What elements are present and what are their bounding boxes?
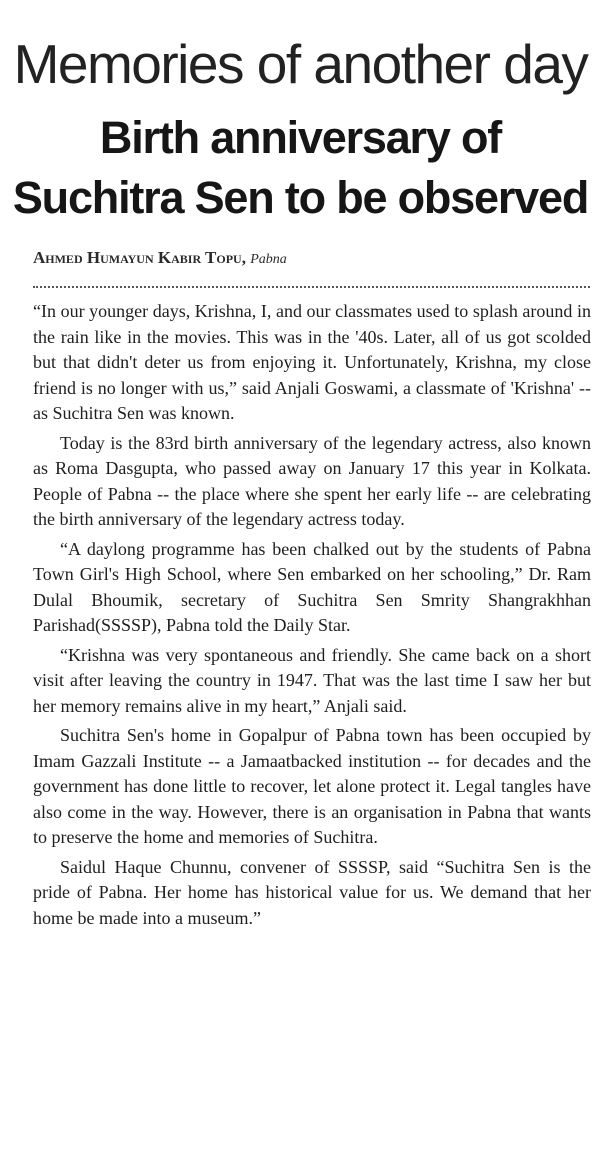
paragraph-3: “A daylong programme has been chalked out by the students of Pabna Town Girl's High School, where Sen embarked on her schooling,” Dr. Ram Dulal Bhoumik, secretary of Suchitra Sen Smrity Shangrakhhan Parishad(SSSSP), Pabna told the Daily Star. (33, 538, 591, 635)
dotted-divider (33, 286, 590, 288)
headline-line-1: Birth anniversary of (99, 112, 502, 163)
paragraph-5: Suchitra Sen's home in Gopalpur of Pabna town has been occupied by Imam Gazzali Institute -- a Jamaatbacked institution -- for decades and the government has done little to recover, let alone protect it. Legal tangles have also come in the way. However, there is an organisation in Pabna that wants to preserve the home and memories of Suchitra. (33, 725, 591, 847)
article-body (33, 299, 591, 935)
byline-author: Ahmed Humayun Kabir Topu, (33, 248, 246, 267)
paragraph-6: Saidul Haque Chunnu, convener of SSSSP, said “Suchitra Sen is the pride of Pabna. Her home has historical value for us. We demand that her home be made into a museum.” (33, 856, 591, 928)
byline (33, 248, 287, 268)
headline-line-2: Suchitra Sen to be observed (12, 172, 589, 223)
paragraph-2: Today is the 83rd birth anniversary of the legendary actress, also known as Roma Dasgupta, who passed away on January 17 this year in Kolkata. People of Pabna -- the place where she spent her early life -- are celebrating the birth anniversary of the legendary actress today. (33, 432, 591, 529)
byline-place: Pabna (250, 252, 287, 267)
paragraph-4: “Krishna was very spontaneous and friendly. She came back on a short visit after leaving the country in 1947. That was the last time I saw her but her memory remains alive in my heart,” Anjali said. (33, 644, 591, 716)
article-headline (0, 108, 601, 228)
paragraph-1: “In our younger days, Krishna, I, and our classmates used to splash around in the rain like in the movies. This was in the '40s. Later, all of us got scolded but that didn't deter us from enjoying it. Unfortunately, Krishna, my close friend is no longer with us,” said Anjali Goswami, a classmate of 'Krishna' -- as Suchitra Sen was known. (33, 301, 591, 423)
article-kicker: Memories of another day (13, 33, 588, 95)
